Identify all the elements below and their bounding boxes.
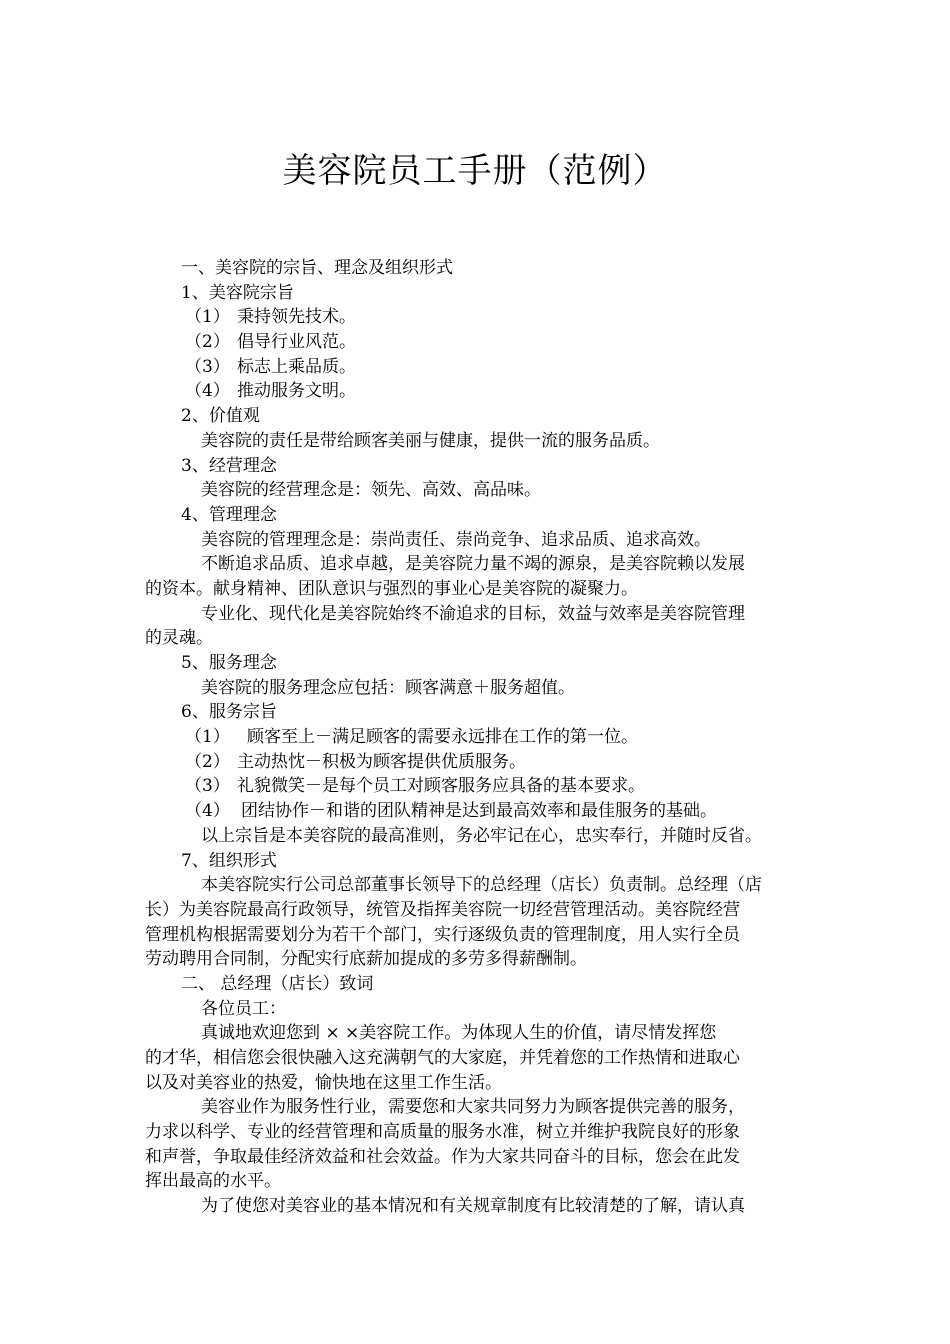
list-item: （2） 主动热忱－积极为顾客提供优质服务。 — [185, 751, 526, 772]
subheading-purpose: 1、美容院宗旨 — [181, 282, 294, 303]
subheading-service-purpose: 6、服务宗旨 — [181, 702, 277, 723]
paragraph-line: 美容业作为服务性行业，需要您和大家共同努力为顾客提供完善的服务， — [201, 1097, 745, 1118]
section-heading-2: 二、 总经理（店长）致词 — [181, 973, 374, 994]
paragraph-line: 美容院的责任是带给顾客美丽与健康，提供一流的服务品质。 — [201, 430, 660, 451]
list-item: （3） 礼貌微笑－是每个员工对顾客服务应具备的基本要求。 — [185, 776, 645, 797]
paragraph-line: 劳动聘用合同制，分配实行底薪加提成的多劳多得薪酬制。 — [145, 949, 587, 970]
paragraph-line: 和声誉，争取最佳经济效益和社会效益。作为大家共同奋斗的目标，您会在此发 — [145, 1146, 740, 1167]
document-title: 美容院员工手册（范例） — [282, 151, 668, 191]
paragraph-line: 本美容院实行公司总部董事长领导下的总经理（店长）负责制。总经理（店 — [201, 875, 762, 896]
section-heading-1: 一、美容院的宗旨、理念及组织形式 — [181, 258, 453, 278]
paragraph-line: 管理机构根据需要划分为若干个部门，实行逐级负责的管理制度，用人实行全员 — [145, 924, 740, 945]
paragraph-line: 专业化、现代化是美容院始终不渝追求的目标，效益与效率是美容院管理 — [201, 603, 745, 624]
list-item: （1） 秉持领先技术。 — [185, 307, 356, 328]
paragraph-line: 的灵魂。 — [145, 628, 213, 649]
subheading-service-concept: 5、服务理念 — [181, 653, 277, 673]
paragraph-line: 不断追求品质、追求卓越，是美容院力量不竭的源泉，是美容院赖以发展 — [201, 554, 745, 575]
paragraph-line: 真诚地欢迎您到 × ×美容院工作。为体现人生的价值，请尽情发挥您 — [201, 1023, 717, 1044]
salutation: 各位员工： — [201, 998, 286, 1019]
paragraph-line: 长）为美容院最高行政领导，统管及指挥美容院一切经营管理活动。美容院经营 — [145, 899, 740, 920]
subheading-values: 2、价值观 — [181, 406, 260, 427]
paragraph-line: 的资本。献身精神、团队意识与强烈的事业心是美容院的凝聚力。 — [145, 578, 638, 599]
paragraph-line: 美容院的服务理念应包括：顾客满意＋服务超值。 — [201, 677, 575, 698]
paragraph-line: 力求以科学、专业的经营管理和高质量的服务水准，树立并维护我院良好的形象 — [145, 1122, 740, 1143]
paragraph-line: 为了使您对美容业的基本情况和有关规章制度有比较清楚的了解，请认真 — [201, 1196, 745, 1217]
subheading-organization: 7、组织形式 — [181, 850, 277, 871]
subheading-management-concept: 4、管理理念 — [181, 504, 277, 525]
paragraph-line: 美容院的经营理念是：领先、高效、高品味。 — [201, 480, 541, 501]
paragraph-line: 的才华，相信您会很快融入这充满朝气的大家庭，并凭着您的工作热情和进取心 — [145, 1048, 740, 1068]
paragraph-line: 以上宗旨是本美容院的最高准则，务必牢记在心，忠实奉行，并随时反省。 — [201, 825, 762, 846]
paragraph-line: 挥出最高的水平。 — [145, 1171, 281, 1192]
document-body — [145, 256, 809, 1219]
paragraph-line: 以及对美容业的热爱，愉快地在这里工作生活。 — [145, 1072, 502, 1093]
list-item: （1） 顾客至上－满足顾客的需要永远排在工作的第一位。 — [185, 727, 638, 748]
list-item: （3） 标志上乘品质。 — [185, 356, 356, 377]
paragraph-line: 美容院的管理理念是：崇尚责任、崇尚竞争、追求品质、追求高效。 — [201, 529, 711, 550]
list-item: （4） 团结协作－和谐的团队精神是达到最高效率和最佳服务的基础。 — [185, 801, 717, 822]
list-item: （2） 倡导行业风范。 — [185, 332, 356, 353]
list-item: （4） 推动服务文明。 — [185, 381, 356, 402]
subheading-business-concept: 3、经营理念 — [181, 455, 277, 476]
